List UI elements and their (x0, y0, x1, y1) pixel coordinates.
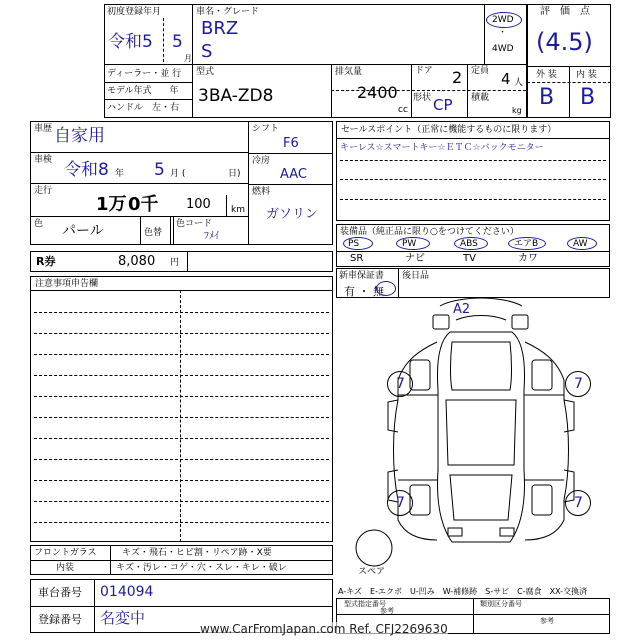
mileage-man: 1万 (96, 194, 127, 215)
month-unit: 月 ( (170, 169, 186, 179)
capacity: 4 (501, 70, 511, 88)
color-swap-label: 色替 (144, 228, 163, 238)
load-label: 積載 (471, 93, 490, 103)
car-name: BRZ (201, 18, 239, 39)
mileage-extra: 100 (186, 197, 211, 212)
person-unit: 人 (514, 78, 524, 88)
inspection-label: 車検 (34, 155, 53, 165)
shift-label: シフト (252, 124, 280, 134)
warranty-value: 有 ・ 無 (344, 285, 384, 298)
inspection-era: 令和8 (64, 160, 109, 180)
equip-aw: AW (573, 239, 588, 249)
equip-pw: PW (402, 239, 417, 249)
ac-label: 冷房 (252, 156, 271, 166)
model-year-label: モデル年式 年 (107, 86, 179, 96)
class-number-label: 類別区分番号 (480, 600, 522, 608)
drive-2wd: 2WD (492, 15, 514, 25)
spare-label: スペア (358, 567, 386, 577)
interior-grade: B (580, 85, 596, 110)
color-value: パール (62, 223, 104, 239)
sales-label: セールスポイント（正常に機能するものに限ります） (341, 125, 557, 135)
first-reg-label: 初度登録年月 (107, 7, 162, 17)
color-code: ﾌﾒｲ (204, 231, 219, 242)
equip-abs: ABS (460, 239, 478, 249)
interior-cond-label: 内装 (56, 563, 75, 573)
notes-label: 注意事項申告欄 (35, 279, 99, 289)
interior-cond-legend: キズ・汚レ・コゲ・穴・スレ・キレ・破レ (116, 563, 287, 573)
ref-label: 参考 (380, 607, 394, 615)
mileage-sen: 0千 (128, 194, 159, 215)
watermark: www.CarFromJapan.com Ref. CFJ2269630 (200, 622, 448, 636)
fuel-value: ガソリン (266, 207, 319, 222)
fuel-label: 燃料 (252, 187, 271, 197)
car-name-label: 車名・グレード (196, 7, 260, 17)
mileage-label: 走行 (34, 186, 53, 196)
drive-4wd: 4WD (492, 44, 514, 54)
tire-depth-fr: 7 (574, 376, 583, 392)
capacity-label: 定員 (471, 66, 490, 76)
recycle-value: 8,080 (118, 254, 156, 269)
color-code-label: 色コード (176, 219, 213, 229)
usage-label: 車歴 (34, 124, 53, 134)
rating-label: 評 価 点 (540, 6, 590, 17)
cc-unit: cc (398, 105, 408, 115)
ac-value: AAC (280, 167, 307, 182)
equip-airbag: エアB (514, 239, 539, 249)
reg-number: 名変中 (100, 609, 146, 627)
day-unit: 日) (228, 169, 241, 179)
tire-depth-fl: 7 (396, 376, 405, 392)
inspection-month: 5 (154, 160, 165, 180)
handle-label: ハンドル 左・右 (107, 103, 180, 113)
recycle-label: R券 (36, 255, 56, 268)
exterior-label: 外 装 (536, 70, 557, 80)
equip-ps: PS (348, 239, 360, 249)
tire-depth-rr: 7 (574, 495, 583, 511)
km-unit: km (231, 205, 245, 215)
damage-codes-legend: A-キズ E-エクボ U-凹み W-補修跡 S-サビ C-腐食 XX-交換済 (338, 587, 588, 596)
kg-unit: kg (512, 106, 522, 115)
type-label: 型式 (196, 67, 215, 77)
exterior-grade: B (539, 85, 555, 110)
form-number-label: 型式指定番号 (344, 600, 386, 608)
interior-label: 内 装 (576, 70, 597, 80)
first-reg-era: 令和5 (108, 32, 153, 52)
windshield-label: フロントガラス (34, 548, 97, 558)
rating-value: (4.5) (536, 28, 593, 56)
ref2-label: 参考 (540, 617, 554, 625)
warranty-label: 新車保証書 (339, 271, 385, 281)
equip-sr: SR (350, 253, 364, 264)
tire-depth-rl: 7 (396, 495, 405, 511)
year-unit: 年 (115, 169, 125, 179)
displacement: 2400 (357, 83, 398, 102)
doors: 2 (452, 68, 463, 87)
dealer-label: ディーラー・並 行 (107, 69, 182, 79)
reg-number-label: 登録番号 (38, 613, 82, 626)
equip-leather: カワ (518, 253, 538, 264)
windshield-legend: キズ・飛石・ヒビ割・リペア跡・X要 (122, 548, 272, 558)
displacement-label: 排気量 (335, 67, 363, 77)
door-label: ドア (415, 66, 433, 76)
sales-text: キーレス☆スマートキー☆ＥＴＣ☆バックモニター (340, 143, 544, 153)
equip-tv: TV (463, 253, 476, 264)
shape: CP (433, 96, 453, 114)
first-reg-month: 5 (172, 32, 183, 52)
color-label: 色 (34, 219, 44, 229)
type-value: 3BA-ZD8 (198, 86, 274, 106)
first-reg-month-unit: 月 (184, 54, 192, 63)
yen-unit: 円 (170, 258, 180, 268)
usage-value: 自家用 (54, 126, 105, 146)
chassis-label: 車台番号 (38, 586, 82, 599)
equip-navi: ナビ (405, 253, 425, 264)
equipment-label: 装備品（純正品に限り○をつけてください） (340, 227, 519, 237)
chassis-number: 014094 (100, 584, 154, 600)
drive-dot: ・ (498, 28, 508, 38)
damage-mark-a2: A2 (453, 302, 471, 317)
grade: S (201, 41, 213, 62)
shift-value: F6 (283, 136, 299, 151)
shape-label: 形状 (413, 93, 432, 103)
after-label: 後日品 (402, 271, 430, 281)
